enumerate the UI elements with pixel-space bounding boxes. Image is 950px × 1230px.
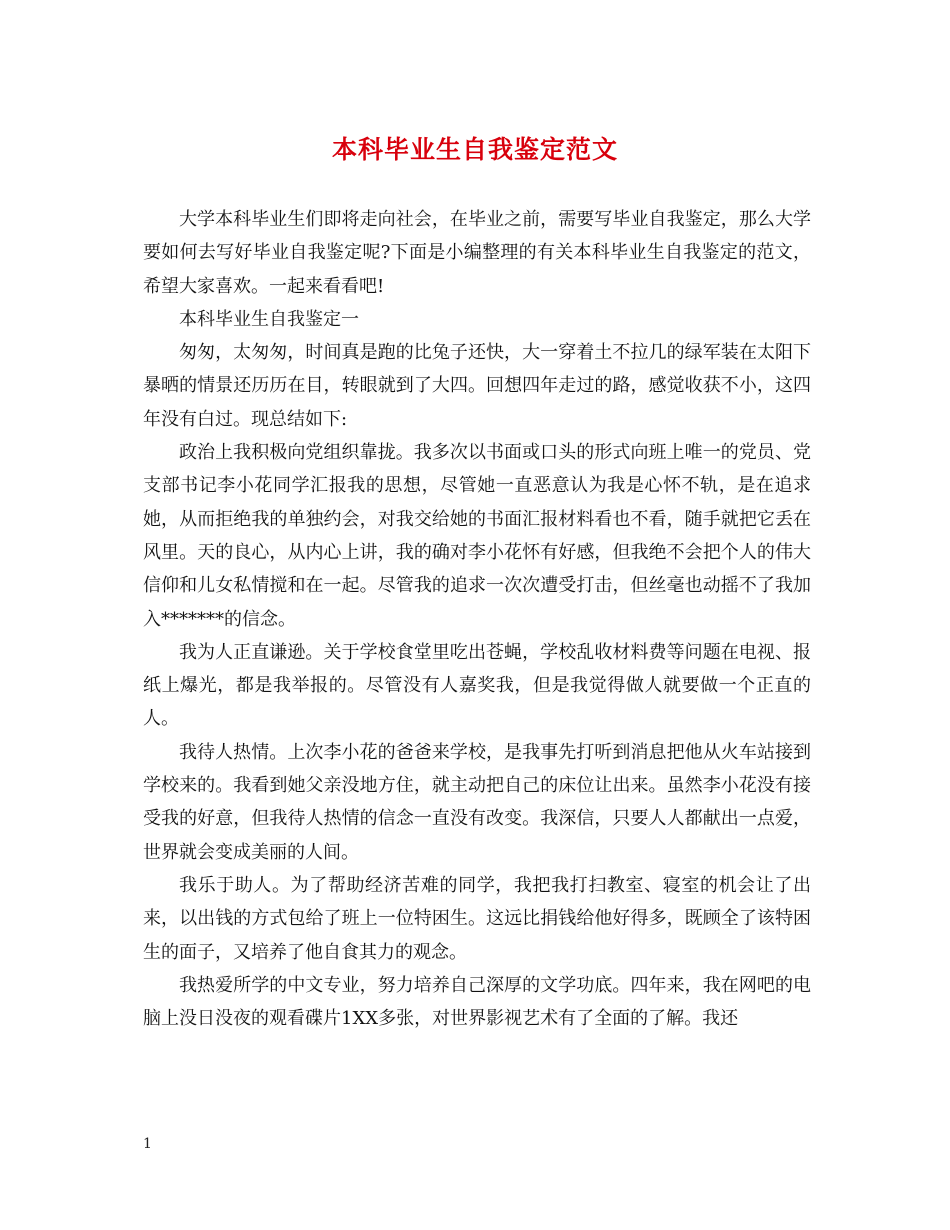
document-title: 本科毕业生自我鉴定范文 — [331, 135, 618, 164]
section-heading: 本科毕业生自我鉴定一 — [179, 308, 359, 330]
page-number: 1 — [143, 1136, 152, 1152]
paragraph: 我乐于助人。为了帮助经济苦难的同学，我把我打扫教室、寝室的机会让了出来，以出钱的方式包给了班上一位特困生。这远比捐钱给他好得多，既顾全了该特困生的面子，又培养了他自食其力的观念。 — [143, 874, 811, 963]
paragraph: 我为人正直谦逊。关于学校食堂里吃出苍蝇，学校乱收材料费等问题在电视、报纸上爆光，都是我举报的。尽管没有人嘉奖我，但是我觉得做人就要做一个正直的人。 — [143, 641, 811, 730]
paragraph: 政治上我积极向党组织靠拢。我多次以书面或口头的形式向班上唯一的党员、党支部书记李小花同学汇报我的思想，尽管她一直恶意认为我是心怀不轨，是在追求她，从而拒绝我的单独约会，对我交给她的书面汇报材料看也不看，随手就把它丢在风里。天的良心，从内心上讲，我的确对李小花怀有好感，但我绝不会把个人的伟大信仰和儿女私情搅和在一起。尽管我的追求一次次遭受打击，但丝毫也动摇不了我加入*******的信念。 — [143, 442, 811, 630]
paragraph: 我待人热情。上次李小花的爸爸来学校，是我事先打听到消息把他从火车站接到学校来的。我看到她父亲没地方住，就主动把自己的床位让出来。虽然李小花没有接受我的好意，但我待人热情的信念一直没有改变。我深信，只要人人都献出一点爱，世界就会变成美丽的人间。 — [143, 741, 811, 863]
paragraph: 我热爱所学的中文专业，努力培养自己深厚的文学功底。四年来，我在网吧的电脑上没日没夜的观看碟片1XX多张，对世界影视艺术有了全面的了解。我还 — [143, 974, 811, 1030]
document-body — [143, 203, 811, 1035]
paragraph-intro: 大学本科毕业生们即将走向社会，在毕业之前，需要写毕业自我鉴定，那么大学要如何去写好毕业自我鉴定呢?下面是小编整理的有关本科毕业生自我鉴定的范文，希望大家喜欢。一起来看看吧! — [143, 209, 811, 297]
paragraph: 匆匆，太匆匆，时间真是跑的比兔子还快，大一穿着土不拉几的绿军装在太阳下暴晒的情景还历历在目，转眼就到了大四。回想四年走过的路，感觉收获不小，这四年没有白过。现总结如下: — [143, 342, 811, 430]
